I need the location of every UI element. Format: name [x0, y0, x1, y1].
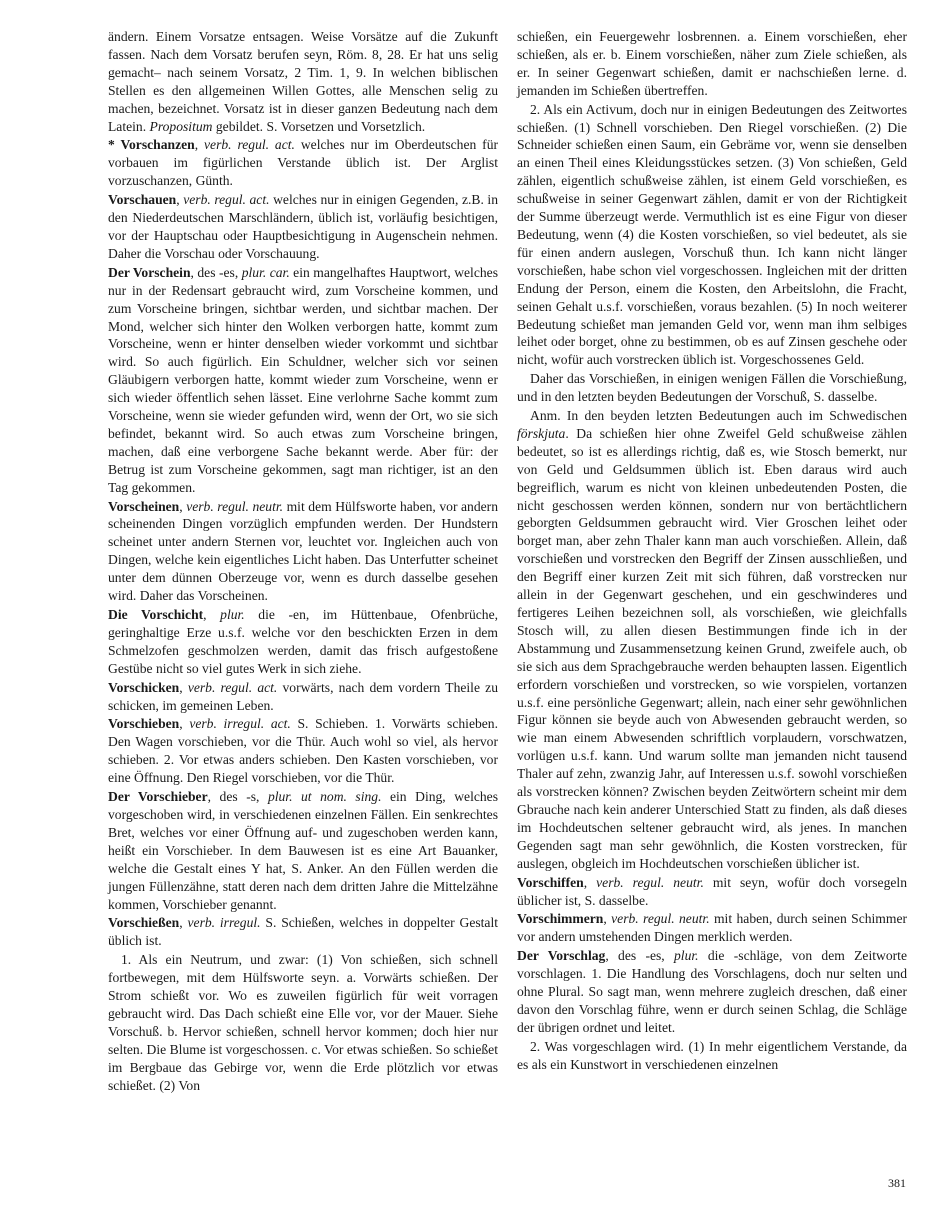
- entry-text: ein Ding, welches vorgeschoben wird, in verschiedenen einzelnen Fällen. Ein senkrechtes Bret, welches vor einer Öffnung auf- und zugeschoben werden kann, heißt ein Vorschieber. In dem Bauwesen ist es eine Art Bauanker, welche die Gestalt eines Y hat, S. Anker. An den Füllen werden die jungen Füllenzähne, statt deren nach dem dritten Jahre die Mittelzähne kommen, Vorschieber genannt.: [108, 789, 499, 912]
- headword: Vorschicken: [108, 679, 180, 695]
- entry-paragraph: [517, 874, 907, 910]
- entry-paragraph: [517, 947, 907, 1037]
- grammar-note: plur. car.: [241, 264, 290, 280]
- entry-text: ,: [179, 716, 190, 732]
- entry-paragraph: [108, 498, 498, 605]
- entry-paragraph: [517, 28, 907, 100]
- entry-text: welches nur in einigen Gegenden, z.B. in den Niederdeutschen Marschländern, üblich ist, vorläufig besichtigen, vor der Hauptschau oder Hauptbesichtigung in Augenschein nehmen. Daher die Vorschau oder Vorschauung.: [108, 192, 498, 261]
- headword: Vorscheinen: [108, 498, 180, 514]
- entry-text: mit dem Hülfsworte haben, vor andern scheinenden Dingen vorzüglich empfunden werden. Der Hundstern scheinet unter andern Sternen vor, leuchtet vor. Ingleichen auch von Dingen, welche kein eigentliches Licht haben. Das Unterfutter scheinet unter dem dünnen Oberzeuge vor, wenn es durch dasselbe gesehen wird. Daher das Vorscheinen.: [108, 498, 499, 604]
- entry-paragraph: [517, 101, 907, 370]
- entry-paragraph: [108, 914, 498, 950]
- right-column: [517, 28, 907, 1075]
- entry-text: ,: [194, 137, 205, 153]
- entry-text: schießen, ein Feuergewehr losbrennen. a. Einem vorschießen, eher schießen, als er. b. Einem vorschießen, näher zum Ziele schießen, als er. In seiner Gegenwart schießen, damit er nachschießen lerne. d. jemanden im Schießen übertreffen.: [517, 29, 907, 98]
- entry-text: ,: [179, 679, 188, 695]
- entry-text: mit seyn, wofür doch vorsegeln üblicher ist, S. dasselbe.: [517, 874, 907, 908]
- grammar-note: plur. ut nom. sing.: [267, 789, 382, 805]
- entry-text: , des -es,: [605, 948, 674, 964]
- headword: * Vorschanzen: [108, 137, 195, 153]
- entry-paragraph: [108, 788, 498, 913]
- headword: Vorschimmern: [517, 911, 604, 927]
- entry-paragraph: [517, 1038, 907, 1074]
- entry-text: 2. Was vorgeschlagen wird. (1) In mehr eigentlichem Verstande, da es als ein Kunstwort in verschiedenen einzelnen: [517, 1038, 907, 1072]
- entry-text: Daher das Vorschießen, in einigen wenigen Fällen die Vorschießung, und in den letzten beyden Bedeutungen der Vorschuß, S. dasselbe.: [517, 371, 907, 405]
- left-column: [108, 28, 498, 1095]
- grammar-note: förskjuta: [517, 425, 566, 441]
- entry-text: welches nur im Oberdeutschen für vorbauen im figürlichen Verstande üblich ist. Der Arglist vorzuschanzen, Günth.: [108, 137, 499, 189]
- headword: Vorschießen: [108, 915, 180, 931]
- grammar-note: plur.: [220, 607, 245, 622]
- grammar-note: verb. regul. act.: [183, 192, 270, 208]
- grammar-note: Propositum: [149, 118, 213, 134]
- entry-text: S. Schieben. 1. Vorwärts schieben. Den Wagen vorschieben, vor die Thür. Auch wohl so viel, als hervor schieben. 2. Vor etwas anders schieben. Den Kasten vorschieben, vor eine Öffnung. Den Riegel vorschieben, vor die Thür.: [108, 716, 499, 786]
- headword: Vorschiffen: [517, 874, 584, 890]
- entry-text: , des -es,: [190, 264, 242, 280]
- entry-paragraph: [108, 951, 498, 1094]
- entry-paragraph: [108, 606, 498, 678]
- entry-paragraph: [108, 715, 498, 787]
- entry-text: ,: [603, 911, 612, 927]
- entry-text: ,: [583, 874, 597, 890]
- grammar-note: verb. regul. act.: [187, 679, 278, 695]
- entry-text: 1. Als ein Neutrum, und zwar: (1) Von schießen, sich schnell fortbewegen, mit dem Hülfsworte seyn. a. Vorwärts schießen. Der Strom schießt vor. Wo es zuweilen figürlich für weit vorragen gebraucht wird. Das Dach schießt eine Elle vor, vor der Mauer. Siehe Vorschuß. b. Hervor schießen, schnell hervor kommen; doch hier nur selten. Die Blume ist vorgeschossen. c. Vor etwas schießen. So schießet im Bergbaue das Gebirge vor, wenn die Erde plötzlich vor etwas schießet. (2) Von: [108, 952, 498, 1093]
- entry-text: ändern. Einem Vorsatze entsagen. Weise Vorsätze auf die Zukunft fassen. Nach dem Vorsatz berufen seyn, Röm. 8, 28. Er hat uns selig gemacht– nach seinem Vorsatz, 2 Tim. 1, 9. In welchen biblischen Stellen es den allgemeinen Willen Gottes, alle Menschen selig zu machen, bezeichnet. Vorsatz ist in dieser ganzen Bedeutung nach dem Latein.: [108, 29, 498, 134]
- entry-paragraph: [517, 370, 907, 406]
- entry-paragraph: [108, 136, 498, 190]
- grammar-note: plur.: [674, 948, 699, 964]
- entry-text: , des -s,: [207, 789, 268, 805]
- entry-paragraph: [108, 191, 498, 263]
- entry-paragraph: [108, 679, 498, 715]
- entry-paragraph: [517, 910, 907, 946]
- entry-text: Anm. In den beyden letzten Bedeutungen auch im Schwedischen: [530, 408, 907, 424]
- entry-text: ,: [179, 498, 187, 514]
- entry-text: die -en, im Hüttenbaue, Ofenbrüche, geringhaltige Erze u.s.f. welche vor den beschickten Erzen in dem Schmelzofen geschmolzen werden, damit das frisch aufgestoßene Gestübe nicht so viel gutes Werk in sich ziehe.: [108, 607, 498, 676]
- grammar-note: verb. irregul.: [187, 915, 261, 931]
- entry-text: ,: [179, 915, 188, 931]
- grammar-note: verb. regul. neutr.: [611, 911, 710, 927]
- entry-text: S. Schießen, welches in doppelter Gestalt üblich ist.: [108, 915, 499, 949]
- entry-text: vorwärts, nach dem vordern Theile zu schicken, im gemeinen Leben.: [108, 679, 498, 713]
- entry-text: gebildet. S. Vorsetzen und Vorsetzlich.: [212, 118, 426, 134]
- entry-text: 2. Als ein Activum, doch nur in einigen Bedeutungen des Zeitwortes schießen. (1) Schnell vorschieben. Den Riegel vorschießen. (2) Die Schneider schießen einen Saum, ein Gebräme vor, wenn sie denselben an einen Theil eines Kleidungsstückes setzen. (3) Von schießen, Geld zählen, eigentlich schußweise zählen, ist einem Geld vorschießen, es schußweise in seiner Gegenwart zählen, damit er von der Richtigkeit der Summe überzeugt werde. Vermuthlich ist es eine Figur von dieser Bedeutung, wenn (4) die Kosten vorschießen, so viel bedeutet, als sie für einen andern auslegen, Vorschuß thun. Ich kann nicht länger vorschießen, habe schon viel vorgeschossen. Ingleichen mit der dritten Endung der Person, einem die Kosten, den Arbeitslohn, die Fracht, seinen Gehalt u.s.f. vorschießen, voraus bezahlen. (5) In noch weiterer Bedeutung schießet man jemanden Geld vor, wenn man ihm selbiges leihet oder borget, ohne zu bestimmen, ob es auf Zinsen geschehe oder nicht, wofür auch vorstrecken üblich ist. Vorgeschossenes Geld.: [517, 101, 907, 368]
- entry-text: die -schläge, von dem Zeitworte vorschlagen. 1. Die Handlung des Vorschlagens, doch nur selten und ohne Plural. So sagt man, wenn mehrere zugleich dreschen, daß einer davon den Vorschlag führe, wenn er durch seinen Schlag, die Schläge der übrigen ordnet und leitet.: [517, 948, 907, 1035]
- headword: Der Vorschein: [108, 264, 191, 280]
- entry-paragraph: [517, 407, 907, 873]
- grammar-note: verb. regul. neutr.: [596, 874, 704, 890]
- entry-text: ein mangelhaftes Hauptwort, welches nur in der Redensart gebraucht wird, zum Vorscheine kommen, und zum Vorscheine bringen, sichtbar werden, und sichtbar machen. Der Mond, welcher sich hinter den Wolken verborgen hatte, kommt zum Vorscheine, wenn er hinter denselben wieder vorkommt und sichtbar wird. So auch figürlich. Ein Schuldner, welcher sich vor seinen Gläubigern verborgen hatte, kommt wieder zum Vorscheine, wenn er sich wieder öffentlich sehen lässet. Eine verlohrne Sache kommt zum Vorscheine, wenn sie wieder gefunden wird, wenn der Ort, wo sie sich befindet, bekannt wird. So auch etwas zum Vorscheine bringen, machen, daß eine verborgene Sache bekannt werde. Aber für: der Betrug ist zum Vorscheine gekommen, sagt man richtiger, ist an den Tag gekommen.: [108, 264, 498, 495]
- entry-text: . Da schießen hier ohne Zweifel Geld schußweise zählen bedeutet, so ist es allerdings richtig, daß es, wie Stosch bemerkt, nur von Geld und Geldsummen üblich ist. Eben daraus wird auch begreiflich, warum es nicht von kleinen unbedeutenden Posten, die nicht geschossen werden können, sondern nur von bertächtlichern geborgten Geldsummen gebraucht wird. Vier Groschen leihet oder borget man, aber zehn Thaler kann man auch vorschießen. Allein, daß vorschießen und vorstrecken den Begriff der Zinsen ausschließen, und den Begriff einer kurzen Zeit mit sich führen, daß vorstrecken nur allein in der Gegenwart geschehen, und ein geschwinderes und fertigeres Leihen bezeichnen soll, als vorschießen, wie gleichfalls Stosch will, zu allen diesen Bestimmungen finde ich in der Abstammung und Zusammensetzung keinen Grund, zweifele auch, ob sie sich aus dem Sprachgebrauche werden behaupten lassen. Eigentlich erfordern vorschießen und vorstrecken, so wie vorspielen, vortanzen u.s.f. eine persönliche Gegenwart; allein, nach einer sehr gewöhnlichen Figur können sie beyde auch von Abwesenden gebraucht werden, so wie man einem Abwesenden schriftlich vorplaudern, vorschwatzen, vorlügen u.s.f. kann. Und warum sollte man jemanden nicht tausend Thaler auf zehn, zwanzig Jahr, auf Interessen u.s.f. sowohl vorschießen als vorstrecken können? Zwischen beyden Zeitwörtern scheint mir dem Gbrauche nach kein anderer Unterschied Statt zu finden, als daß dieses im Hochdeutschen seltener gebraucht wird, als jenes. In manchen Gegenden sagt man sehr gewöhnlich, die Kosten vorstrecken, für auslegen, obgleich im Hochdeutschen vorschießen üblicher ist.: [517, 425, 907, 871]
- grammar-note: verb. regul. neutr.: [186, 498, 284, 514]
- headword: Die Vorschicht: [108, 607, 204, 622]
- headword: Vorschauen: [108, 192, 177, 208]
- entry-text: ,: [176, 192, 184, 208]
- entry-paragraph: [108, 264, 498, 497]
- headword: Der Vorschlag: [517, 948, 606, 964]
- grammar-note: verb. irregul. act.: [189, 716, 291, 732]
- entry-text: ,: [203, 607, 221, 622]
- entry-paragraph: [108, 28, 498, 135]
- headword: Vorschieben: [108, 716, 180, 732]
- page-number: 381: [888, 1176, 906, 1190]
- headword: Der Vorschieber: [108, 789, 208, 805]
- entry-text: mit haben, durch seinen Schimmer vor andern umstehenden Dingen merklich werden.: [517, 911, 908, 945]
- grammar-note: verb. regul. act.: [204, 137, 295, 153]
